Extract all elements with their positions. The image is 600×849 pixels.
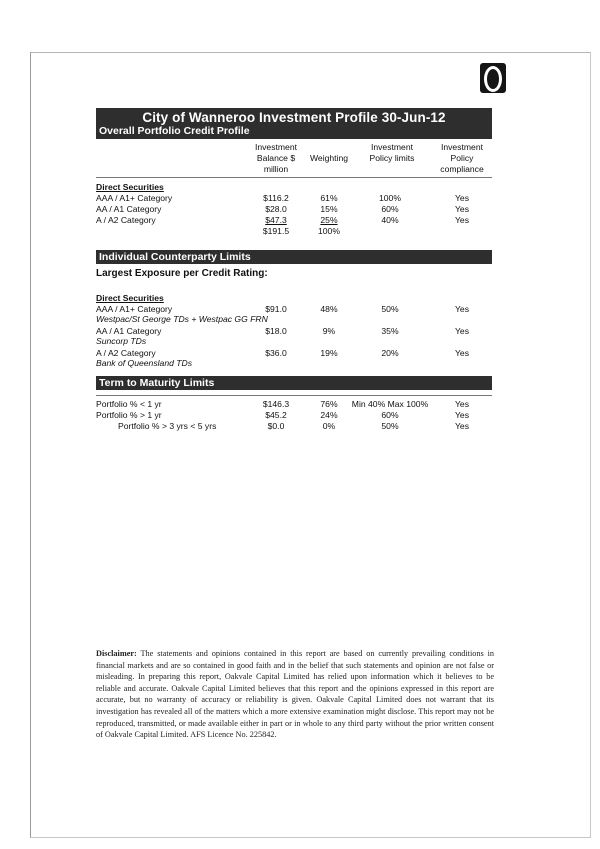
portfolio-row-weighting: 15% xyxy=(320,204,338,214)
portfolio-heading: Overall Portfolio Credit Profile xyxy=(99,125,250,137)
portfolio-row-balance: $28.0 xyxy=(265,204,287,214)
counterparty-row-compliance: Yes xyxy=(454,304,470,314)
counterparty-row-weighting: 48% xyxy=(320,304,338,314)
col-header-compliance: Investment Policy compliance xyxy=(440,142,484,174)
investment-profile-report xyxy=(96,108,492,444)
portfolio-row-weighting: 61% xyxy=(320,193,338,203)
col-header-balance: Investment Balance $ million xyxy=(254,142,298,174)
maturity-row-label: Portfolio % < 1 yr xyxy=(96,399,162,409)
counterparty-row-detail: Westpac/St George TDs + Westpac GG FRN xyxy=(96,314,268,324)
counterparty-direct-label: Direct Securities xyxy=(96,293,164,303)
counterparty-row-balance: $36.0 xyxy=(265,348,287,358)
counterparty-row-balance: $18.0 xyxy=(265,326,287,336)
counterparty-row-detail: Bank of Queensland TDs xyxy=(96,358,193,368)
counterparty-row-limit: 35% xyxy=(381,326,399,336)
counterparty-row-compliance: Yes xyxy=(454,326,470,336)
maturity-row-balance: $0.0 xyxy=(267,421,285,431)
maturity-row-balance: $45.2 xyxy=(265,410,287,420)
portfolio-row-category: AA / A1 Category xyxy=(96,204,162,214)
oakvale-logo-icon xyxy=(480,63,506,93)
disclaimer-label: Disclaimer: xyxy=(96,649,137,658)
counterparty-row-balance: $91.0 xyxy=(265,304,287,314)
maturity-row-limit: 50% xyxy=(381,421,399,431)
col-header-limits: Investment Policy limits xyxy=(369,142,415,163)
portfolio-row-balance: $116.2 xyxy=(263,193,289,203)
portfolio-row-weighting: 25% xyxy=(320,215,338,225)
col-header-weighting: Weighting xyxy=(309,153,349,163)
disclaimer-text: The statements and opinions contained in this report are based on currently prevailing conditions in financial markets and are so contained in good faith and in the belief that such statements and opinion are not false or misleading. In preparing this report, Oakvale Capital Limited has relied upon information which it believes to be reliable and accurate. Oakvale Capital Limited believes that this report and the opinions expressed in this report are accurate, but no warranty of accuracy or reliability is given. Oakvale Capital Limited does not warrant that its investigation has revealed all of the matters which a more extensive examination might disclose. This report may not be reproduced, transmitted, or made available either in part or in whole to any third party without the prior written consent of Oakvale Capital Limited. AFS Licence No. 225842. xyxy=(96,649,494,740)
maturity-row-compliance: Yes xyxy=(454,410,470,420)
portfolio-row-limit: 40% xyxy=(381,215,399,225)
portfolio-row-limit: 60% xyxy=(381,204,399,214)
maturity-row-balance: $146.3 xyxy=(262,399,290,409)
counterparty-row-detail: Suncorp TDs xyxy=(96,336,147,346)
counterparty-row-category: A / A2 Category xyxy=(96,348,156,358)
counterparty-heading: Individual Counterparty Limits xyxy=(96,250,492,264)
counterparty-row-limit: 50% xyxy=(381,304,399,314)
disclaimer xyxy=(96,648,494,741)
header-rule xyxy=(96,177,492,178)
portfolio-total-weighting: 100% xyxy=(318,226,340,236)
report-title-bar xyxy=(96,108,492,139)
counterparty-row-weighting: 9% xyxy=(322,326,336,336)
counterparty-row-limit: 20% xyxy=(381,348,399,358)
maturity-row-weighting: 0% xyxy=(322,421,336,431)
maturity-row-limit: Min 40% Max 100% xyxy=(351,399,429,409)
portfolio-row-balance: $47.3 xyxy=(265,215,287,225)
maturity-row-weighting: 76% xyxy=(320,399,338,409)
portfolio-row-limit: 100% xyxy=(379,193,401,203)
portfolio-row-compliance: Yes xyxy=(454,193,470,203)
portfolio-row-compliance: Yes xyxy=(454,204,470,214)
direct-securities-label: Direct Securities xyxy=(96,182,164,192)
maturity-rule xyxy=(96,395,492,396)
counterparty-row-category: AA / A1 Category xyxy=(96,326,162,336)
portfolio-row-category: A / A2 Category xyxy=(96,215,156,225)
maturity-row-compliance: Yes xyxy=(454,421,470,431)
largest-exposure-label: Largest Exposure per Credit Rating: xyxy=(96,268,268,279)
maturity-row-label: Portfolio % > 3 yrs < 5 yrs xyxy=(118,421,217,431)
maturity-row-compliance: Yes xyxy=(454,399,470,409)
portfolio-row-category: AAA / A1+ Category xyxy=(96,193,173,203)
report-title: City of Wanneroo Investment Profile 30-Jun-12 xyxy=(142,110,446,125)
maturity-heading: Term to Maturity Limits xyxy=(96,376,492,390)
portfolio-total-balance: $191.5 xyxy=(262,226,290,236)
counterparty-row-category: AAA / A1+ Category xyxy=(96,304,173,314)
counterparty-row-weighting: 19% xyxy=(320,348,338,358)
maturity-row-limit: 60% xyxy=(381,410,399,420)
maturity-row-label: Portfolio % > 1 yr xyxy=(96,410,162,420)
portfolio-row-compliance: Yes xyxy=(454,215,470,225)
maturity-row-weighting: 24% xyxy=(320,410,338,420)
counterparty-row-compliance: Yes xyxy=(454,348,470,358)
